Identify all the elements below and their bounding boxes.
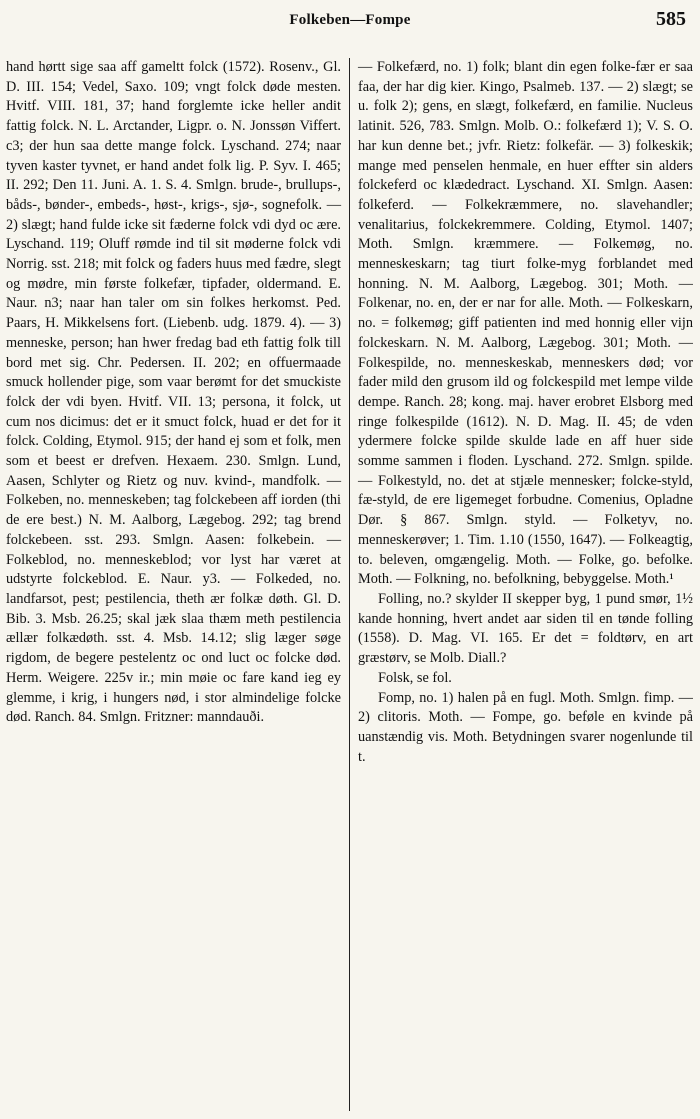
text-columns <box>6 58 694 1111</box>
right-paragraph-folkefaerd: — Folkefærd, no. 1) folk; blant din egen folke-fær er saa faa, der har dig kier. Kingo, Psalmeb. 137. — 2) slægt; se u. folk 2); gens, en slægt, folkefærd, en familie. Nucleus latinit. 526, 783. Smlgn. Molb. O.: folkefærd 1); V. S. O. har kun denne bet.; jvfr. Rietz: folkefär. — 3) folkeskik; mange med penselen henmale, en huer effter sin alders folckeferd oc klædedract. Lyschand. XI. Smlgn. Aasen: folkeferd. — Folkekræmmere, no. slavehandler; venalitarius, folckekremmere. Colding, Etymol. 1407; Moth. Smlgn. kræmmere. — Folkemøg, no. menneskeskarn; tag tiurt folke-myg forblandet med honning. N. M. Aalborg, Lægebog. 301; Moth. — Folkenar, no. en, der er nar for alle. Moth. — Folkeskarn, no. = folkemøg; giff patienten ind med honnig eller vijn folckeskarn. N. M. Aalborg, Lægebog. 301; Moth. — Folkespilde, no. menneskeskab, menneskers død; vor fader mild den grusom ild og folckespild met lempe vilde dempe. Ranch. 28; kong. maj. haver erobret Elsborg med ringe folkespilde (1612). N. D. Mag. II. 45; de vden ydermere folcke spilde skulde lade en aff huer side somme sammen i floden. Lyschand. 272. Smlgn. spilde. — Folkestyld, no. det at stjæle mennesker; folcke-styld, fæ-styld, de ere ligemeget forbudne. Comenius, Opladne Dør. § 867. Smlgn. styld. — Folketyv, no. menneskerøver; 1. Tim. 1.10 (1550, 1647). — Folkeagtig, to. beleven, omgængelig. Moth. — Folke, go. befolke. Moth. — Folkning, no. befolkning, bebyggelse. Moth.¹ <box>358 59 693 588</box>
page-header <box>0 6 700 36</box>
running-head: Folkeben—Fompe <box>289 12 411 28</box>
right-paragraph-fomp: Fomp, no. 1) halen på en fugl. Moth. Smlgn. fimp. — 2) clitoris. Moth. — Fompe, go. beføle en kvinde på uanstændig vis. Moth. Betydningen svarer nogenlunde til t. <box>358 689 693 765</box>
right-paragraph-folling: Folling, no.? skylder II skepper byg, 1 pund smør, 1½ kande honning, hvert andet aar siden til en tønde folling (1558). D. Mag. VI. 165. Er det = foldtørv, en art græstørv, se Molb. Diall.? <box>358 590 693 667</box>
right-column <box>350 58 693 1111</box>
right-paragraph-folsk: Folsk, se fol. <box>378 669 452 686</box>
left-paragraph: hand hørtt sige saa aff gameltt folck (1572). Rosenv., Gl. D. III. 154; Vedel, Saxo. 109; vngt folck døde mesten. Hvitf. VIII. 181, 37; hand forglemte icke heller andit fattig folck. N. L. Arctander, Ligpr. o. N. Jonssøn Viffert. c3; der hun saa dette mange folck. Lyschand. 274; naar tyven kaster tyvnet, er hand andet folk lig. P. Syv. I. 465; II. 292; Den 11. Juni. A. 1. S. 4. Smlgn. brude-, brullups-, båds-, bønder-, embeds-, høst-, krigs-, sjø-, sognefolk. — 2) slægt; hand fulde icke sit fæderne folck vdi dyd oc ære. Lyschand. 119; Oluff rømde ind til sit møderne folck vdi Norrig. sst. 218; mit folck og faders huus med fædre, slegt og mødre, min første folkefær, tipfader, oldermand. E. Naur. n3; naar han taler om sin folkes herkomst. Ped. Paars, H. Mikkelsens fort. (Liebenb. udg. 1879. 4). — 3) menneske, person; han hwer fredag bad eth fattig folk till bord met sig. Chr. Pedersen. II. 202; en offuermaade smuck hollender pige, som vaar berømt for det smuckiste folck der vdi byen. Hvitf. VII. 13; persona, it folck, ut cum nos dicimus: det er it smuct folck, huad er det for it folck. Colding, Etymol. 915; der hand ej som et folk, men som et beest er drefven. Hexaem. 230. Smlgn. Lund, Aasen, Schlyter og Rietz og nuv. kvind-, mandfolk. — Folkeben, no. menneskeben; tag folckebeen aff iorden (thi de ere best.) N. M. Aalborg, Lægebog. 292; tag brend folckebeen. sst. 293. Smlgn. Aasen: folkebein. — Folkeblod, no. menneskeblod; vor lyst har været at udstyrte folckeblod. E. Naur. y3. — Folkeded, no. landfarsot, pest; pestilencia, theth ær folkæ døth. Gl. D. Bib. 3. Msb. 26.25; skal jæk slaa thæm meth pestilencia ællær folkædøth. sst. 4. Msb. 14.12; slig læger søge rigdom, de begere pestelentz oc ond luct oc folcke død. Herm. Weigere. 225v ir.; min møie oc fare kand ieg ey glemme, i krig, i hungers nød, i stor almindelige folcke død. Ranch. 84. Smlgn. Fritzner: manndauði. <box>6 59 341 726</box>
left-column <box>6 58 349 1111</box>
page-number: 585 <box>656 8 686 30</box>
